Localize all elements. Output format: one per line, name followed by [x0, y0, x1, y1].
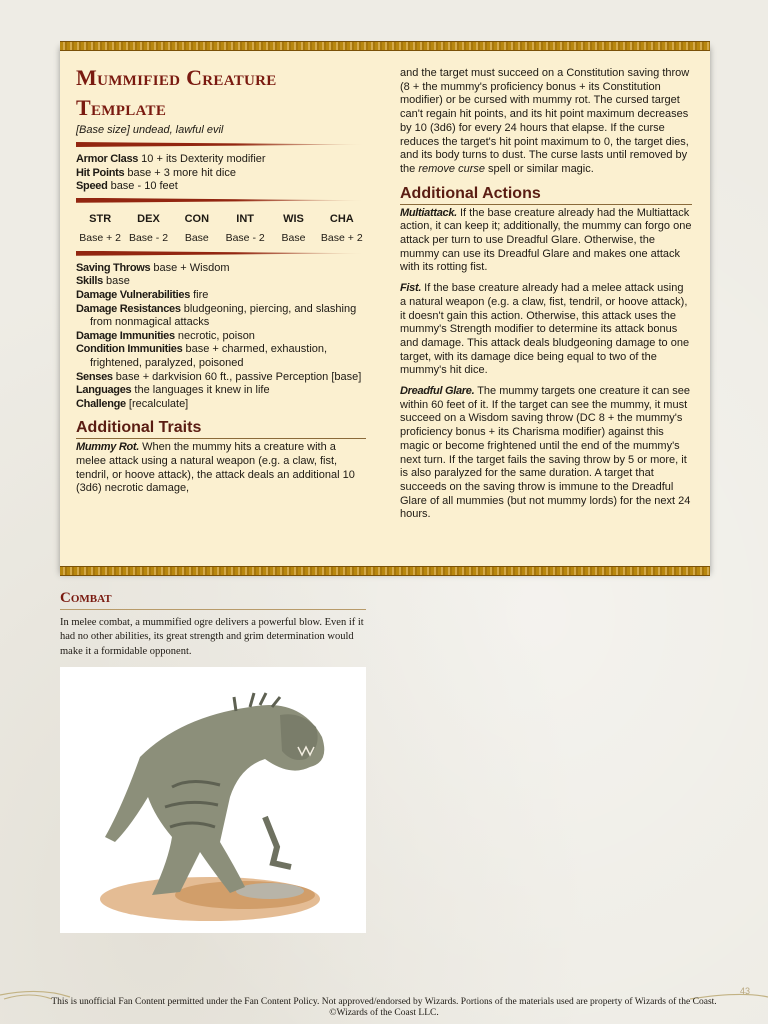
property-label: Challenge: [76, 397, 126, 410]
property-label: Skills: [76, 275, 103, 288]
stat-block: [60, 45, 710, 572]
divider: [76, 251, 366, 256]
ability-value: Base + 2: [320, 231, 363, 244]
traits-heading: Additional Traits: [76, 419, 366, 439]
property-line: [76, 262, 366, 276]
property-value: [recalculate]: [125, 397, 189, 410]
speed-value: base - 10 feet: [107, 180, 178, 193]
speed-label: Speed: [76, 180, 108, 193]
divider: [76, 198, 366, 203]
combat-heading: Combat: [60, 590, 366, 610]
action-text: If the base creature already had the Multiattack action, it can keep it; additionally, the mummy can forgo one attack per turn to use Dreadful Glare. Otherwise, the mummy can use its Dreadful Glare and makes one attack with its rotting fist.: [400, 206, 692, 274]
property-label: Damage Vulnerabilities: [76, 288, 191, 301]
property-value: necrotic, poison: [174, 329, 255, 342]
action-text: If the base creature already had a melee attack using a natural weapon (e.g. a claw, fist, tendril, or hoove attack), it doesn't gain this action. Otherwise, this attack uses the mummy's Strength modifier to determine its attack bonus and damage. This attack deals bludgeoning damage to one target, with its damage dice being equal to two of the mummy's hit dice.: [400, 282, 690, 377]
title-line-1: Mummified Creature: [76, 65, 277, 90]
mummified-ogre-icon: [60, 667, 366, 933]
property-line: [76, 384, 366, 398]
ability-abbr: INT: [236, 212, 255, 225]
property-value: base + darkvision 60 ft., passive Perception [base]: [112, 370, 362, 383]
ability-scores: [76, 209, 366, 247]
trait-text-end: spell or similar magic.: [485, 162, 594, 175]
combat-text: In melee combat, a mummified ogre delivers a powerful blow. Even if it had no other abilities, its great strength and grim determination would make it a formidable opponent.: [60, 617, 364, 657]
property-label: Damage Resistances: [76, 302, 181, 315]
properties-list: [76, 262, 366, 412]
stat-block-top-border: [60, 41, 710, 51]
ability-abbr: CHA: [329, 212, 354, 225]
action-name: Fist.: [400, 282, 422, 295]
property-line: [76, 398, 366, 412]
property-value: base + charmed, exhaustion, frightened, paralyzed, poisoned: [90, 343, 328, 369]
ability-int: [221, 209, 269, 247]
action-multiattack: [400, 207, 692, 276]
ability-value: Base + 2: [79, 231, 122, 244]
property-label: Damage Immunities: [76, 329, 175, 342]
property-value: base + Wisdom: [150, 261, 230, 274]
ability-abbr: DEX: [137, 212, 160, 225]
property-label: Condition Immunities: [76, 343, 183, 356]
property-line: [76, 343, 366, 370]
combat-section: [60, 590, 366, 659]
trait-name: Mummy Rot.: [76, 441, 140, 454]
property-line: [76, 303, 366, 330]
mummy-rot-trait: [76, 441, 366, 496]
title-line-2: Template: [76, 95, 167, 120]
speed-line: [76, 180, 366, 194]
property-line: [76, 275, 366, 289]
action-name: Multiattack.: [400, 206, 457, 219]
property-value: bludgeoning, piercing, and slashing from nonmagical attacks: [90, 302, 357, 329]
property-label: Saving Throws: [76, 261, 151, 274]
action-fist: [400, 282, 692, 378]
ability-value: Base: [184, 231, 209, 244]
stat-block-left-column: [76, 63, 366, 503]
ability-wis: [269, 209, 317, 247]
ability-abbr: CON: [184, 212, 210, 225]
property-label: Languages: [76, 384, 132, 397]
mummified-ogre-illustration: [60, 667, 366, 933]
actions-heading: Additional Actions: [400, 185, 692, 205]
property-line: [76, 289, 366, 303]
hit-points-line: [76, 167, 366, 181]
footer-disclaimer: This is unofficial Fan Content permitted under the Fan Content Policy. Not approved/endorsed by Wizards. Portions of the materials used are property of Wizards of the Coast. ©Wizards of the Coast LLC.: [51, 997, 717, 1018]
ability-cha: [318, 209, 366, 247]
property-value: base: [102, 275, 130, 288]
action-name: Dreadful Glare.: [400, 385, 475, 398]
stat-block-subtitle: [Base size] undead, lawful evil: [76, 124, 224, 136]
hit-points-value: base + 3 more hit dice: [124, 166, 236, 179]
ability-con: [173, 209, 221, 247]
stat-block-right-column: [400, 67, 692, 529]
trait-text: When the mummy hits a creature with a melee attack using a natural weapon (e.g. a claw, fist, tendril, or hoove attack), the attack deals an additional 10 (3d6) necrotic damage,: [76, 441, 355, 495]
stat-block-bottom-border: [60, 566, 710, 576]
action-text: The mummy targets one creature it can see within 60 feet of it. If the target can see the mummy, it must succeed on a Wisdom saving throw (DC 8 + the mummy's proficiency bonus + its Charisma modifier) against this magic or become frightened until the end of the mummy's next turn. If the target fails the saving throw by 5 or more, it is also paralyzed for the same duration. A target that succeeds on the saving throw is immune to the Dreadful Glare of all mummies (but not mummy lords) for the next 24 hours.: [400, 385, 691, 521]
ability-abbr: WIS: [283, 212, 304, 225]
property-label: Senses: [76, 370, 113, 383]
armor-class-label: Armor Class: [76, 153, 139, 165]
ability-value: Base - 2: [128, 231, 169, 244]
property-line: [76, 371, 366, 385]
page-number: 43: [739, 986, 750, 996]
ability-value: Base: [281, 231, 306, 244]
hit-points-label: Hit Points: [76, 166, 125, 179]
ability-dex: [124, 209, 172, 247]
ability-str: [76, 209, 124, 247]
property-line: [76, 330, 366, 344]
property-value: the languages it knew in life: [131, 384, 270, 397]
armor-class-value: 10 + its Dexterity modifier: [138, 153, 266, 165]
trait-text-continued: and the target must succeed on a Constitution saving throw (8 + the mummy's proficiency bonus + its Constitution modifier) or be cursed with mummy rot. The cursed target can't regain hit points, and its hit point maximum decreases by 10 (3d6) for every 24 hours that elapse. If the curse reduces the target's hit point maximum to 0, the target dies, and its body turns to dust. The curse lasts until removed by the: [400, 67, 690, 175]
ability-abbr: STR: [89, 212, 112, 225]
armor-class-line: [76, 153, 366, 167]
action-dreadful-glare: [400, 385, 692, 522]
ability-value: Base - 2: [225, 231, 265, 244]
property-value: fire: [190, 288, 209, 301]
mummy-rot-continued: [400, 67, 692, 177]
divider: [76, 142, 366, 147]
stat-block-title: [76, 63, 366, 123]
remove-curse-spell: remove curse: [418, 162, 485, 175]
